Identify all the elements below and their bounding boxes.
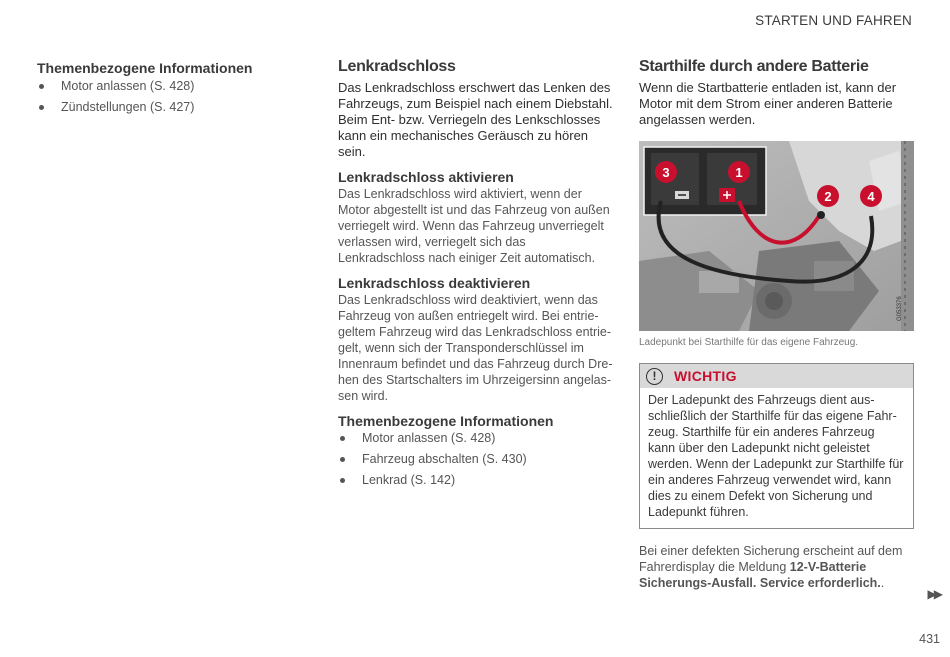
double-chevron-right-icon: ▶▶: [927, 587, 940, 601]
display-message: 12-V-Batterie Sicherungs-Ausfall. Service erforderlich.: [639, 560, 881, 590]
page-number: 431: [919, 632, 940, 646]
fuse-message-paragraph: [639, 543, 914, 591]
exclamation-circle-icon: !: [646, 368, 663, 385]
body-text: Das Lenkradschloss wird deaktiviert, wenn das Fahrzeug von außen entriegelt wird. Bei entriegeltem Fahrzeug wird das Lenkradschloss entriegelt, wenn sich der Transponderschlüssel im Innenraum befindet und das Fahrzeug durch Drehen des Startschalters im Uhrzeigersinn angelassen wird.: [338, 293, 613, 403]
related-info-heading: Themenbezogene Informationen: [338, 413, 554, 429]
callout-2-label: 2: [824, 189, 832, 204]
intro-text: Wenn die Startbatterie entladen ist, kann der Motor mit dem Strom einer anderen Batterie angelassen werden.: [639, 80, 897, 127]
fuse-message-prefix: Bei einer defekten Sicherung erscheint auf dem Fahrerdisplay die Meldung: [639, 544, 903, 574]
figure-caption: Ladepunkt bei Starthilfe für das eigene Fahrzeug.: [639, 337, 859, 348]
jump-start-figure: [639, 141, 914, 331]
column-3: [639, 58, 914, 591]
column-1: [37, 60, 307, 120]
fuse-message-suffix: .: [880, 576, 885, 590]
subsection-heading: Lenkradschloss aktivieren: [338, 169, 514, 185]
column-2: [338, 58, 613, 493]
subsection-heading: Lenkradschloss deaktivieren: [338, 275, 531, 291]
list-item[interactable]: Fahrzeug abschalten (S. 430): [338, 451, 613, 467]
section-title: Starthilfe durch andere Batterie: [639, 58, 869, 75]
section-title: Lenkradschloss: [338, 58, 456, 75]
intro-text: Das Lenkradschloss erschwert das Lenken des Fahrzeugs, zum Beispiel nach einem Diebstahl. Beim Ent- bzw. Verriegeln des Lenkschlosses kann ein mechanisches Geräusch zu hören sein.: [338, 80, 613, 159]
callout-3-label: 3: [662, 165, 670, 180]
section-header: STARTEN UND FAHREN: [755, 13, 912, 28]
warning-text: Der Ladepunkt des Fahrzeugs dient ausschließlich der Starthilfe für das eigene Fahrzeug. Starthilfe für ein anderes Fahrzeug kann über den Ladepunkt nicht geleistet werden. Wenn der Ladepunkt zur Starthilfe für ein anderes Fahrzeug verwendet wird, kann dies zu einem Defekt von Sicherung und Ladepunkt führen.: [648, 393, 904, 519]
related-info-heading: Themenbezogene Informationen: [37, 60, 253, 76]
list-item[interactable]: Motor anlassen (S. 428): [338, 430, 613, 446]
callout-1-label: 1: [735, 165, 743, 180]
list-item[interactable]: Zündstellungen (S. 427): [37, 99, 307, 115]
warning-header: [640, 364, 913, 388]
engine-bay-illustration: [639, 141, 914, 331]
related-info-list: [37, 78, 307, 115]
body-text: Das Lenkradschloss wird aktiviert, wenn der Motor abgestellt ist und das Fahrzeug von außen verriegelt wird. Wenn das Fahrzeug unverriegelt verlassen wird, verriegelt sich das Lenkradschloss nach einiger Zeit automatisch.: [338, 187, 610, 265]
warning-box: [639, 363, 914, 529]
related-info-list: [338, 430, 613, 488]
list-item[interactable]: Motor anlassen (S. 428): [37, 78, 307, 94]
list-item[interactable]: Lenkrad (S. 142): [338, 472, 613, 488]
warning-title: WICHTIG: [674, 368, 737, 384]
callout-4-label: 4: [867, 189, 875, 204]
figure-code: G053376: [897, 296, 903, 321]
